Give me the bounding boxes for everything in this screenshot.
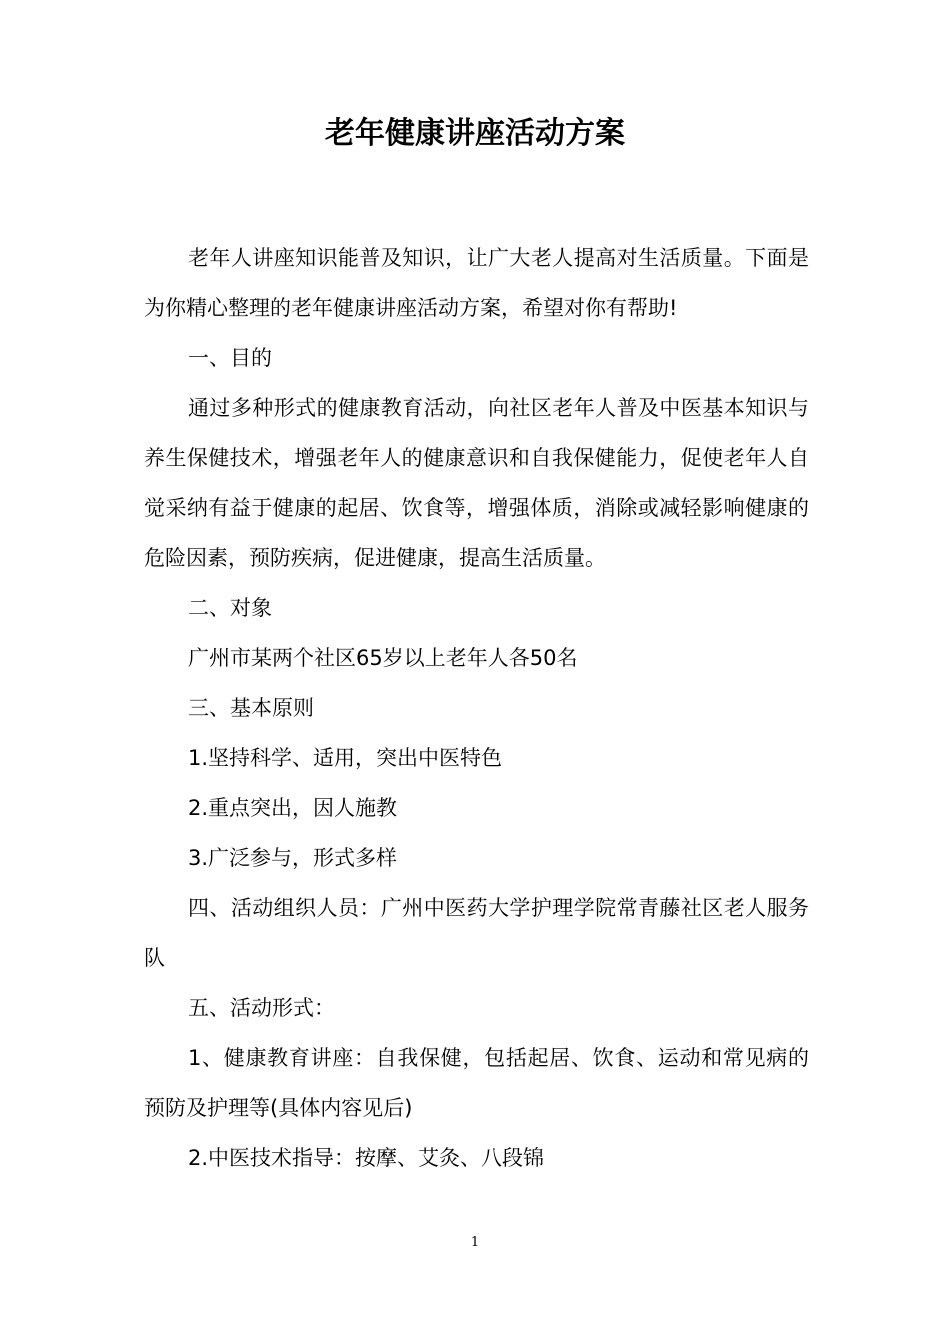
heading-organizers: 四、活动组织人员：广州中医药大学护理学院常青藤社区老人服务队 bbox=[144, 896, 809, 970]
principle-item-1: 1.坚持科学、适用，突出中医特色 bbox=[188, 746, 503, 770]
page-number: 1 bbox=[470, 1235, 480, 1250]
principle-item-3: 3.广泛参与，形式多样 bbox=[188, 846, 398, 870]
activity-form-item-2: 2.中医技术指导：按摩、艾灸、八段锦 bbox=[188, 1146, 545, 1170]
document-body bbox=[144, 233, 809, 1183]
activity-form-item-1: 1、健康教育讲座：自我保健，包括起居、饮食、运动和常见病的预防及护理等(具体内容见后) bbox=[144, 1046, 809, 1120]
paragraph-target: 广州市某两个社区65岁以上老年人各50名 bbox=[188, 646, 578, 670]
heading-target: 二、对象 bbox=[188, 596, 272, 620]
paragraph-purpose: 通过多种形式的健康教育活动，向社区老年人普及中医基本知识与养生保健技术，增强老年人的健康意识和自我保健能力，促使老年人自觉采纳有益于健康的起居、饮食等，增强体质，消除或减轻影响健康的危险因素，预防疾病，促进健康，提高生活质量。 bbox=[144, 396, 809, 570]
heading-principles: 三、基本原则 bbox=[188, 696, 314, 720]
principle-item-2: 2.重点突出，因人施教 bbox=[188, 796, 398, 820]
heading-purpose: 一、目的 bbox=[188, 346, 272, 370]
paragraph-intro: 老年人讲座知识能普及知识，让广大老人提高对生活质量。下面是为你精心整理的老年健康讲座活动方案，希望对你有帮助! bbox=[144, 246, 809, 320]
heading-activity-forms: 五、活动形式： bbox=[188, 996, 335, 1020]
document-title: 老年健康讲座活动方案 bbox=[325, 116, 625, 151]
